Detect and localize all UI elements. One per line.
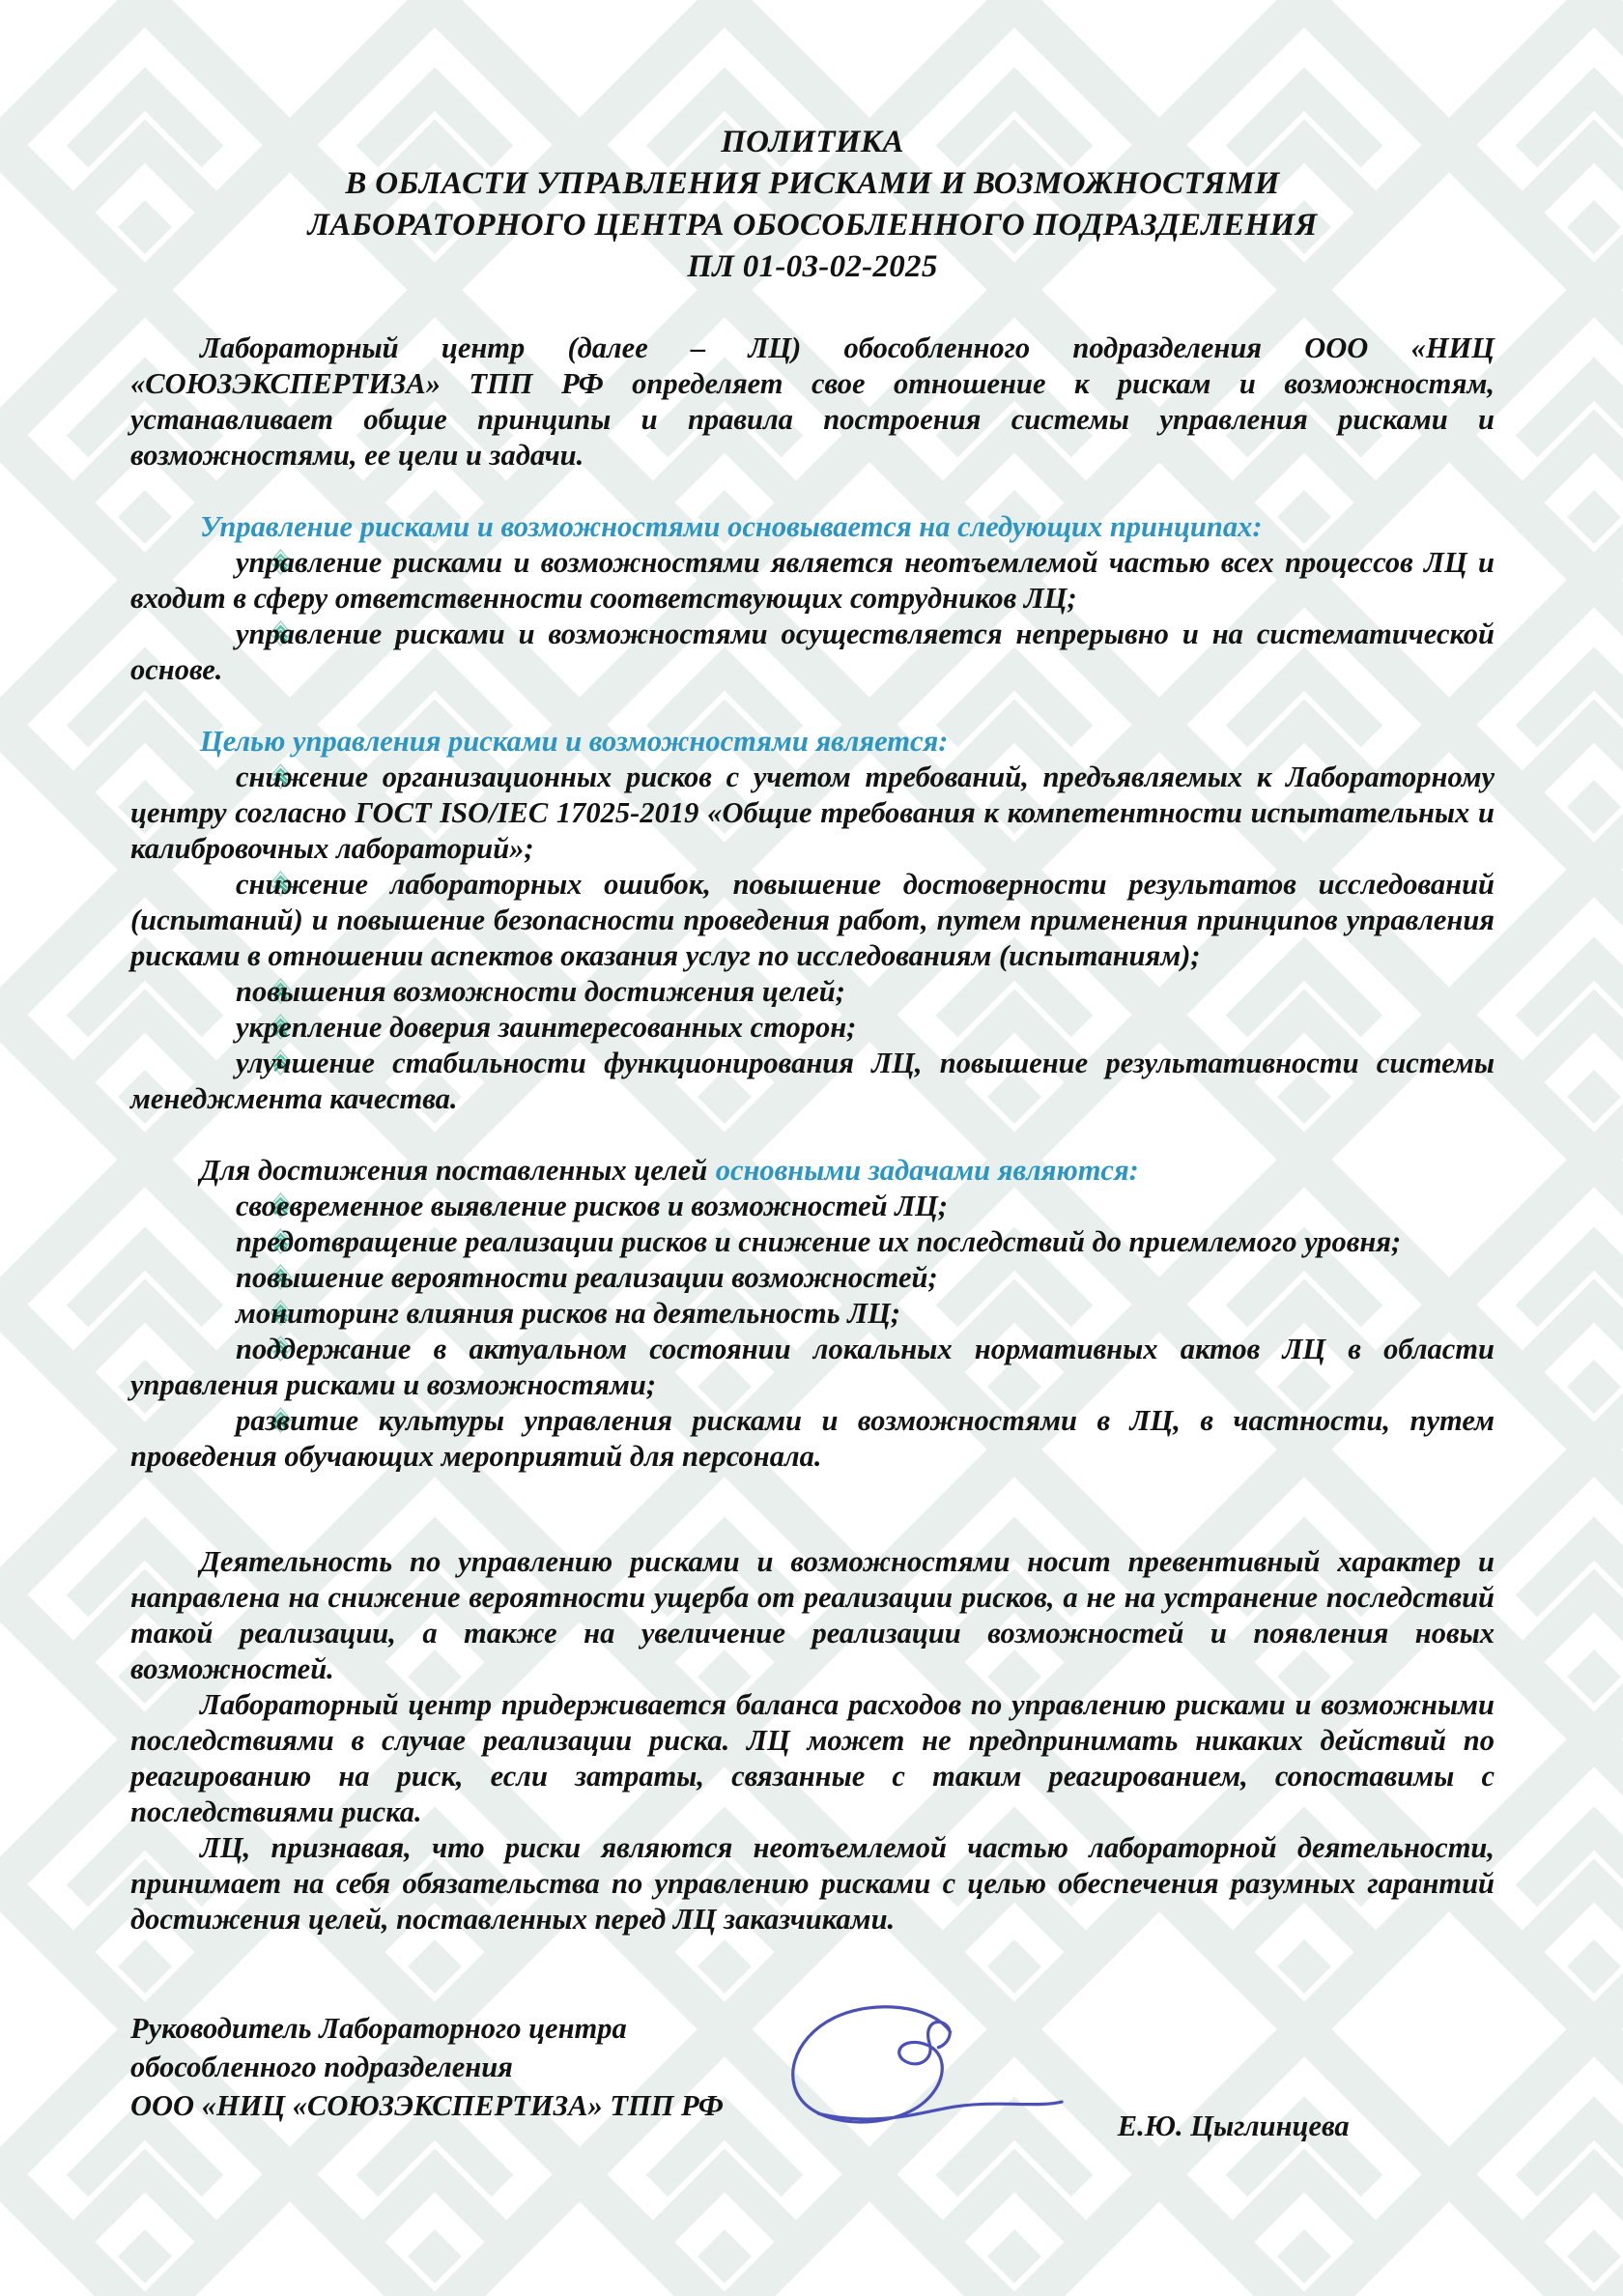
handwritten-signature bbox=[764, 1995, 1064, 2144]
list-item-text: управление рисками и возможностями является неотъемлемой частью всех процессов ЛЦ и входит в сферу ответственности соответствующих сотрудников ЛЦ; bbox=[130, 546, 1495, 615]
list-item bbox=[130, 760, 1495, 867]
layered-diamond-bullet-icon bbox=[200, 870, 222, 896]
document-title bbox=[130, 122, 1495, 288]
list-item bbox=[130, 867, 1495, 974]
list-item bbox=[130, 1189, 1495, 1224]
list-item bbox=[130, 1332, 1495, 1403]
layered-diamond-bullet-icon bbox=[200, 1048, 222, 1075]
list-item-text: развитие культуры управления рисками и возможностями в ЛЦ, в частности, путем проведения обучающих мероприятий для персонала. bbox=[130, 1404, 1495, 1473]
document-content bbox=[130, 122, 1495, 2144]
closing-paragraph: Деятельность по управлению рисками и возможностями носит превентивный характер и направлена на снижение вероятности ущерба от реализации рисков, а не на устранение последствий такой реализации, а также на увеличение реализации возможностей и появления новых возможностей. bbox=[130, 1545, 1495, 1685]
list-item bbox=[130, 545, 1495, 617]
layered-diamond-bullet-icon bbox=[200, 977, 222, 1003]
title-line: ЛАБОРАТОРНОГО ЦЕНТРА ОБОСОБЛЕННОГО ПОДРАЗДЕЛЕНИЯ bbox=[307, 208, 1318, 243]
principles-section bbox=[130, 509, 1495, 688]
layered-diamond-bullet-icon bbox=[200, 619, 222, 646]
list-item-text: повышения возможности достижения целей; bbox=[236, 975, 845, 1008]
list-item bbox=[130, 1296, 1495, 1332]
list-item-text: улучшение стабильности функционирования ЛЦ, повышение результативности системы менеджмента качества. bbox=[130, 1047, 1495, 1115]
layered-diamond-bullet-icon bbox=[200, 548, 222, 574]
goals-heading: Целью управления рисками и возможностями является: bbox=[200, 725, 949, 758]
signatory-position bbox=[130, 2009, 724, 2125]
signatory-position-line: обособленного подразделения bbox=[130, 2051, 513, 2083]
signatory-name: Е.Ю. Цыглинцева bbox=[1117, 2109, 1350, 2142]
intro-section bbox=[130, 330, 1495, 474]
list-item bbox=[130, 1260, 1495, 1296]
closing-paragraph: Лабораторный центр придерживается баланса расходов по управлению рисками и возможными последствиями в случае реализации риска. ЛЦ может не предпринимать никаких действий по реагированию на риск, если затраты, связанные с таким реагированием, сопоставимы с последствиями риска. bbox=[130, 1688, 1495, 1828]
signatory-position-line: Руководитель Лабораторного центра bbox=[130, 2012, 627, 2045]
document-code: ПЛ 01-03-02-2025 bbox=[687, 249, 938, 284]
list-item bbox=[130, 1403, 1495, 1475]
closing-section bbox=[130, 1544, 1495, 1937]
list-item-text: предотвращение реализации рисков и снижение их последствий до приемлемого уровня; bbox=[236, 1225, 1402, 1258]
layered-diamond-bullet-icon bbox=[200, 1335, 222, 1361]
intro-paragraph: Лабораторный центр (далее – ЛЦ) обособленного подразделения ООО «НИЦ «СОЮЗЭКСПЕРТИЗА» ТПП РФ определяет свое отношение к рискам и возможностям, устанавливает общие принципы и правила построения системы управления рисками и возможностями, ее цели и задачи. bbox=[130, 331, 1495, 472]
layered-diamond-bullet-icon bbox=[200, 1406, 222, 1432]
signatory-position-line: ООО «НИЦ «СОЮЗЭКСПЕРТИЗА» ТПП РФ bbox=[130, 2089, 724, 2122]
list-item-text: снижение организационных рисков с учетом требований, предъявляемых к Лабораторному центру согласно ГОСТ ISO/IEC 17025-2019 «Общие требования к компетентности испытательных и калибровочных лабораторий»; bbox=[130, 761, 1495, 865]
principles-heading: Управление рисками и возможностями основывается на следующих принципах: bbox=[200, 510, 1263, 543]
title-line: В ОБЛАСТИ УПРАВЛЕНИЯ РИСКАМИ И ВОЗМОЖНОСТЯМИ bbox=[345, 166, 1280, 201]
goals-section bbox=[130, 724, 1495, 1117]
layered-diamond-bullet-icon bbox=[200, 1299, 222, 1325]
title-line: ПОЛИТИКА bbox=[721, 125, 904, 159]
list-item bbox=[130, 617, 1495, 688]
list-item-text: управление рисками и возможностями осуществляется непрерывно и на систематической основе. bbox=[130, 617, 1495, 686]
tasks-heading bbox=[130, 1153, 1495, 1189]
list-item-text: повышение вероятности реализации возможностей; bbox=[236, 1261, 938, 1294]
list-item-text: укрепление доверия заинтересованных сторон; bbox=[236, 1011, 857, 1044]
layered-diamond-bullet-icon bbox=[200, 1191, 222, 1218]
layered-diamond-bullet-icon bbox=[200, 1013, 222, 1039]
tasks-heading-teal: основными задачами являются: bbox=[715, 1154, 1139, 1187]
list-item-text: снижение лабораторных ошибок, повышение достоверности результатов исследований (испытаний) и повышение безопасности проведения работ, путем применения принципов управления рисками в отношении аспектов оказания услуг по исследованиям (испытаниям); bbox=[130, 868, 1495, 972]
layered-diamond-bullet-icon bbox=[200, 1263, 222, 1289]
layered-diamond-bullet-icon bbox=[200, 762, 222, 789]
list-item bbox=[130, 1046, 1495, 1117]
layered-diamond-bullet-icon bbox=[200, 1227, 222, 1253]
list-item-text: мониторинг влияния рисков на деятельность ЛЦ; bbox=[236, 1297, 901, 1330]
signature-block bbox=[130, 2009, 1495, 2144]
list-item bbox=[130, 974, 1495, 1010]
list-item-text: своевременное выявление рисков и возможностей ЛЦ; bbox=[236, 1190, 949, 1222]
closing-paragraph: ЛЦ, признавая, что риски являются неотъемлемой частью лабораторной деятельности, принимает на себя обязательства по управлению рисками с целью обеспечения разумных гарантий достижения целей, поставленных перед ЛЦ заказчиками. bbox=[130, 1831, 1495, 1936]
tasks-heading-black: Для достижения поставленных целей bbox=[200, 1154, 708, 1187]
list-item bbox=[130, 1224, 1495, 1260]
list-item bbox=[130, 1010, 1495, 1046]
list-item-text: поддержание в актуальном состоянии локальных нормативных актов ЛЦ в области управления рисками и возможностями; bbox=[130, 1333, 1495, 1401]
tasks-section bbox=[130, 1153, 1495, 1475]
